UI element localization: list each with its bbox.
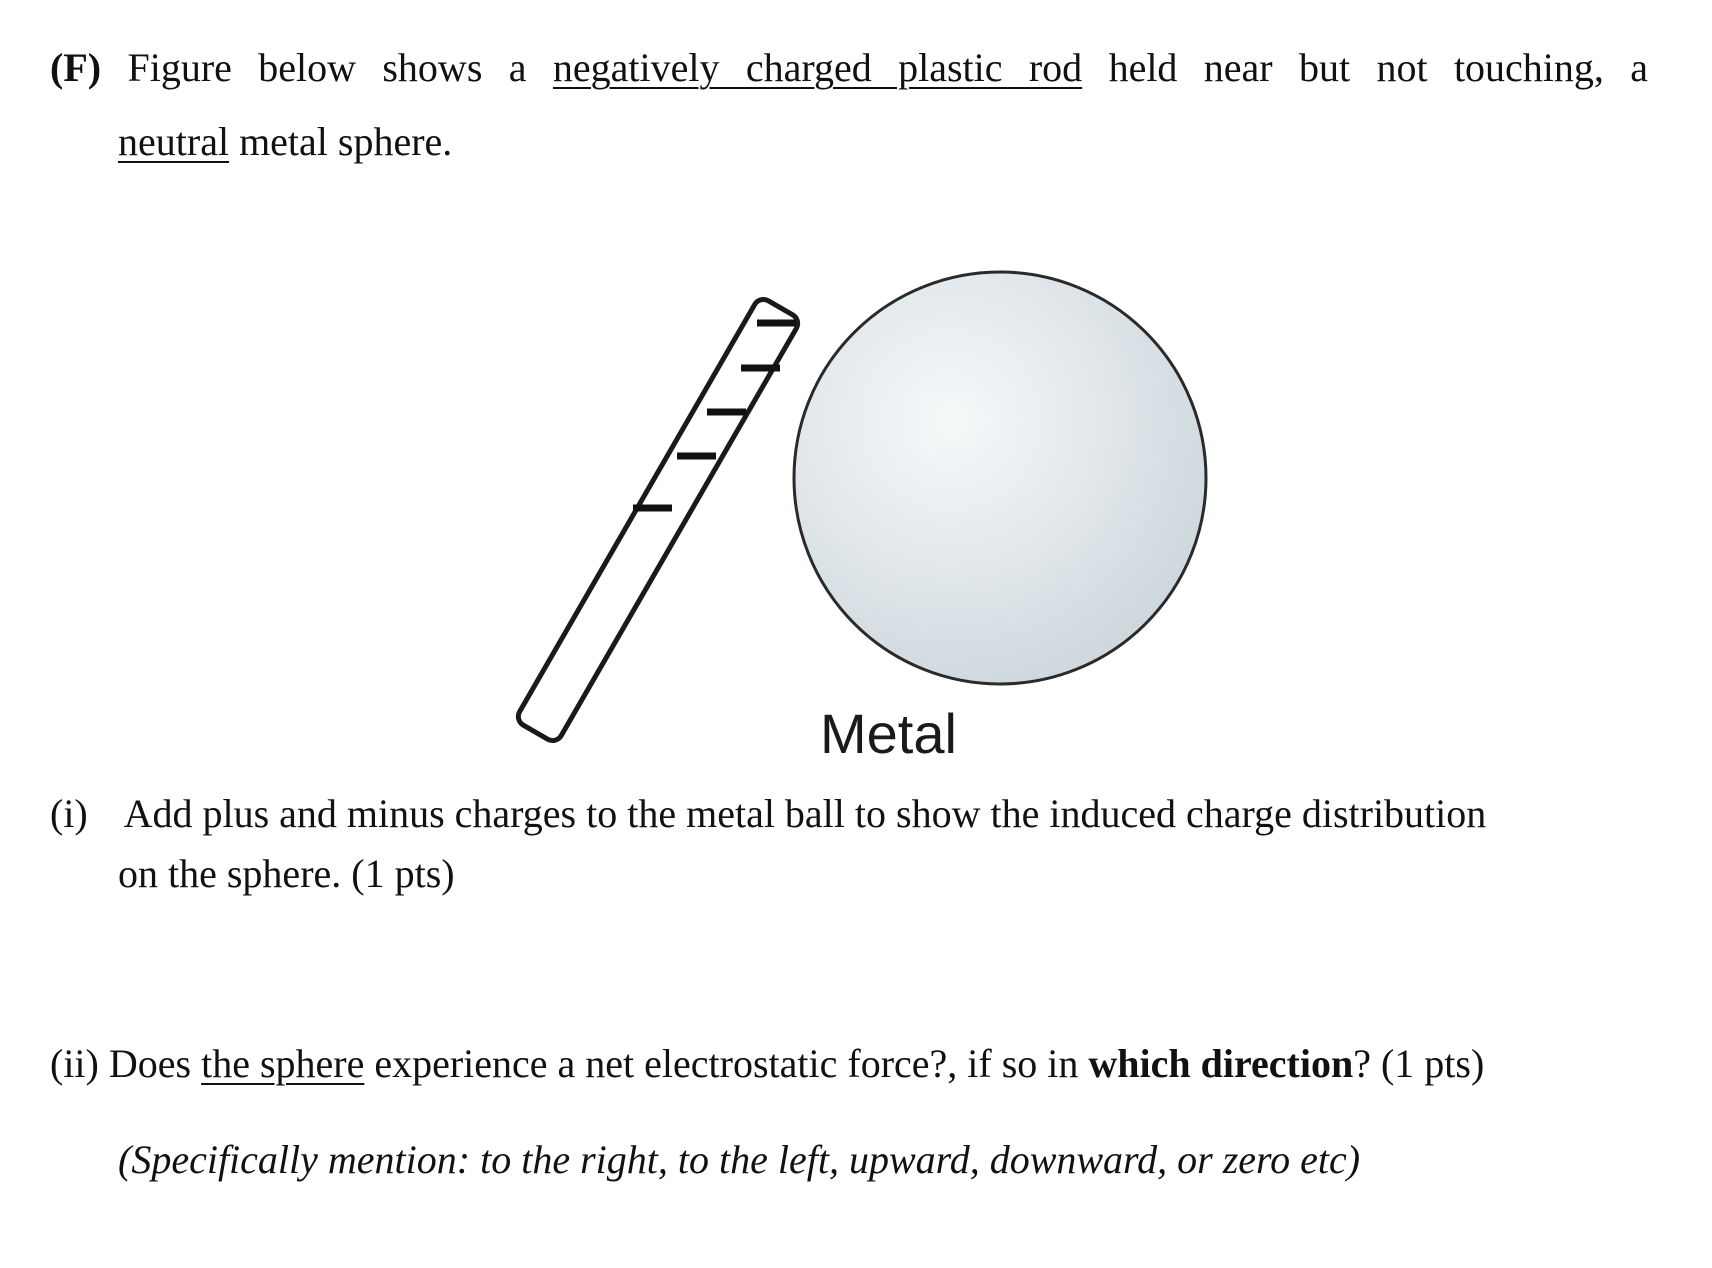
part-ii-text-1: experience a net electrostatic force?, if so in [374, 1041, 1079, 1086]
metal-sphere [794, 272, 1206, 684]
intro-text-1: Figure below shows a [127, 45, 527, 90]
part-i-text-1: Add plus and minus charges to the metal ball to show the induced charge distribution [123, 791, 1487, 836]
part-ii-note-text: (Specifically mention: to the right, to the left, upward, downward, or zero etc) [118, 1137, 1361, 1182]
part-ii-line-1 [50, 1040, 1484, 1088]
part-ii-label: (ii) Does [50, 1041, 192, 1086]
part-i-line-2 [118, 850, 455, 898]
metal-label: Metal [820, 702, 957, 765]
rod-phrase: negatively charged plastic rod [552, 45, 1083, 90]
intro-text-2: held near but not touching, a [1108, 45, 1649, 90]
neutral-word: neutral [118, 119, 230, 164]
part-i-line-1 [50, 790, 1486, 838]
part-i-text-2: on the sphere. (1 pts) [118, 851, 455, 896]
direction-bold: which direction [1088, 1041, 1354, 1086]
sphere-phrase: the sphere [201, 1041, 365, 1086]
part-ii-text-2: ? (1 pts) [1353, 1041, 1485, 1086]
intro-text-3: metal sphere. [239, 119, 453, 164]
question-label: (F) [50, 45, 102, 90]
part-ii-note [118, 1136, 1360, 1184]
plastic-rod [515, 296, 802, 744]
part-i-label: (i) [50, 791, 88, 836]
